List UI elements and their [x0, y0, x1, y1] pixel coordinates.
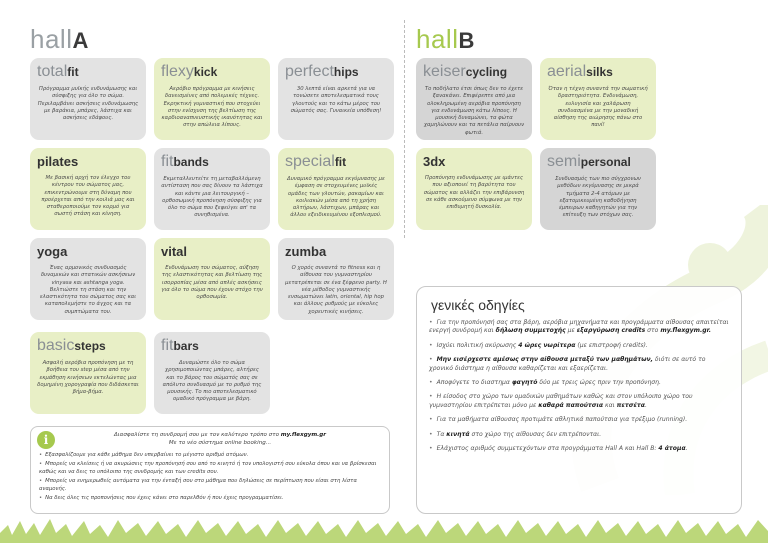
class-card-flexykick: flexykick Αερόβιο πρόγραμμα με κινήσεις δανεισμένες από πολεμικές τέχνες. Εκρηκτική γυμναστική που στοχεύει στην ενίσχυση της βελτίωση της καρδιοαναπνευστικής ικανότητας και στην απώλεια λίπους.	[154, 58, 270, 140]
class-card-aerialsilks: aerialsilks Όταν η τέχνη συναντά την σωματική δραστηριότητα. Ενδυνάμωση, ευλυγισία και χαλάρωση συνδυασμένα με την μοναδική αίσθηση της αιώρησης πάνω στο πανί!	[540, 58, 656, 140]
list-item: • Για την προπόνησή σας στα βάρη, αερόβια μηχανήματα και προγράμματα αίθουσας απαιτείται ενεργή συνδρομή και δήλωση συμμετοχής με εξαργύρωση credits στο my.flexgym.gr.	[429, 319, 729, 336]
class-card-basicsteps: basicsteps Ασφαλή αερόβια προπόνηση με τη βοήθεια του step μέσα από την εκμάθηση κινήσεων εκτελώντας μια δομημένη χορογραφία που διδάσκεται βήμα-βήμα.	[30, 332, 146, 414]
list-item: • Να δεις όλες τις προπονήσεις που έχεις κάνει στο παρελθόν ή που έχεις προγραμματίσει.	[39, 494, 381, 503]
list-item: • Τα κινητά στο χώρο της αίθουσας δεν επιτρέπονται.	[429, 431, 729, 439]
list-item: • Αποφύγετε το διαστημα φαγητό δύο με τρεις ώρες πριν την προπόνηση.	[429, 379, 729, 387]
class-card-totalfit: totalfit Πρόγραμμα μυϊκής ενδυνάμωσης και σύσφιξης για όλο το σώμα. Περιλαμβάνει ασκήσεις ενδυνάμωσης με βαράκια, μπάρες, λάστιχα και ασκήσεις εδάφους.	[30, 58, 146, 140]
class-card-fitbands: fitbands Εκμεταλλευτείτε τη μεταβαλλόμενη αντίσταση που σας δίνουν τα λάστιχα και κάντε μια λειτουργική – ορθοσωμική προπόνηση σύσφιξης για όλο το σώμα που ξεφεύγει απ' τα συνηθισμένα.	[154, 148, 270, 230]
general-rules	[416, 286, 742, 514]
class-card-yoga: yoga Ένας αρμονικός συνδυασμός δυναμικών και στατικών ασκήσεων vinyasa και ashtanga yoga. Βελτιώστε τη στάση και την ελαστικότητα του σώματος σας και καταπολεμήστε το άγχος και τα συμπτώματα του.	[30, 238, 146, 320]
class-card-fitbars: fitbars Δυναμώστε όλο το σώμα χρησιμοποιώντας μπάρες, αλτήρες και το βάρος του σώματός σας σε απόλυτο συνδυασμό με το ρυθμό της μουσικής. Το πιο αποτελεσματικό ομαδικό πρόγραμμα με βάρη.	[154, 332, 270, 414]
list-item: • Ισχύει πολιτική ακύρωσης 4 ώρες νωρίτερα (με επιστροφή credits).	[429, 342, 729, 350]
list-item: • Η είσοδος στο χώρο των ομαδικών μαθημάτων καθώς και στον υπόλοιπο χώρο του γυμναστηρίου επιτρέπεται μόνο με καθαρά παπούτσια και πετσέτα.	[429, 393, 729, 410]
class-card-3dx: 3dx Προπόνηση ενδυνάμωσης με ιμάντες που αξιοποιεί τη βαρύτητα του σώματος και αλλάζει την επιβάρυνση σε κάθε ασκούμενο σύμφωνα με την επιθυμητή δυσκολία.	[416, 148, 532, 230]
info-intro: Διασφαλίστε τη συνδρομή σου με τον καλύτερο τρόπο στο my.flexgym.gr Με το νέο σύστημα online booking...	[113, 432, 327, 446]
list-item: • Μπορείς να κλείσεις ή να ακυρώσεις την προπόνησή σου από το κινητό ή τον υπολογιστή σου εύκολα όπου και να βρίσκεσαι καθώς και να δεις το υπόλοιπο της συνδρομής και των credits σου.	[39, 460, 381, 477]
rules-title: γενικές οδηγίες	[431, 297, 525, 313]
online-booking-info	[30, 426, 390, 514]
list-item: • Μην εισέρχεστε αμέσως στην αίθουσα μεταξύ των μαθημάτων, διότι σε αυτό το χρονικό διάστημα η αίθουσα καθαρίζεται και εξαερίζεται.	[429, 356, 729, 373]
class-card-keisercycling: keisercycling Το ποδήλατο έτσι όπως δεν το έχετε ξανακάνει. Επιφέρεπτε από μια ολοκληρωμένη αερόβια προπόνηση για ενδυνάμωση κάτω λίπους. Η μουσική δυναμώνει, τα φώτα χαμηλώνουν και τα πετάλια παίρνουν φωτιά.	[416, 58, 532, 140]
hall-a-heading: hallA	[30, 24, 89, 54]
site-link[interactable]: my.flexgym.gr	[280, 432, 327, 438]
class-card-semipersonal: semipersonal Συνδυασμός των πιο σύγχρονων μεθόδων εκγύμνασης σε μικρά τμήματα 2-4 ατόμων με εξατομικευμένη καθοδήγηση έμπειρων καθηγητών για την επίτευξη των στόχων σας.	[540, 148, 656, 230]
hall-b-heading: hallB	[416, 24, 475, 54]
rules-list	[429, 319, 729, 453]
class-card-zumba: zumba Ο χορός συναντά το fitness και η αίθουσα του γυμναστηρίου μετατρέπεται σε ένα ξέφρενο party. Η νέα μέθοδος γυμναστικής ενσωματώνει latin, oriental, hip hop και άλλους ρυθμούς με εύκολες χορευτικές κινήσεις.	[278, 238, 394, 320]
list-item: • Εξασφαλίζουμε για κάθε μάθημα δεν υπερβαίνει το μέγιστο αριθμό ατόμων.	[39, 451, 381, 460]
list-item: • Για τα μαθήματα αίθουσας προτιμάτε αθλητικά παπούτσια για τρέξιμο (running).	[429, 416, 729, 424]
info-list	[39, 451, 381, 503]
list-item: • Ελάχιστος αριθμός συμμετεχόντων στα προγράμματα Hall A και Hall B: 4 άτομα.	[429, 445, 729, 453]
class-card-pilates: pilates Με βασική αρχή τον έλεγχο του κέντρου του σώματος μας, επικεντρώνουμε στη δύναμη που προέρχεται από την κοιλιά μας και σταθεροποιούμε τον κορμό για σωστή στάση και κίνηση.	[30, 148, 146, 230]
info-icon: i	[37, 431, 55, 449]
grass-decoration	[0, 515, 768, 543]
class-card-perfecthips: perfecthips 30 λεπτά είναι αρκετά για να τονώσετε αποτελεσματικά τους γλουτούς και το κάτω μέρος του σώματός σας. Γυναικεία υπόθεση!	[278, 58, 394, 140]
hall-divider	[404, 20, 405, 238]
list-item: • Μπορείς να ενημερωθείς αυτόματα για την ένταξή σου στο μάθημα που δηλώσεις σε περίπτωση που είσαι στη λίστα αναμονής.	[39, 477, 381, 494]
class-card-vital: vital Ενδυνάμωση του σώματος, αύξηση της ελαστικότητας και βελτίωση της ισορροπίας μέσα από απλές ασκήσεις για όλο το σώμα που έχουν στόχο την ορθοσωμία.	[154, 238, 270, 320]
class-card-specialfit: specialfit Δυναμικό πρόγραμμα εκγύμνασης με έμφαση σε στοχευμένες μυϊκές ομάδες των γλουτών, ρακαμίων και κοιλιακών μέσα από τη χρήση αλτήρων, λάστιχων, μπάρας και άλλου εξειδικευμένου εξοπλισμού.	[278, 148, 394, 230]
